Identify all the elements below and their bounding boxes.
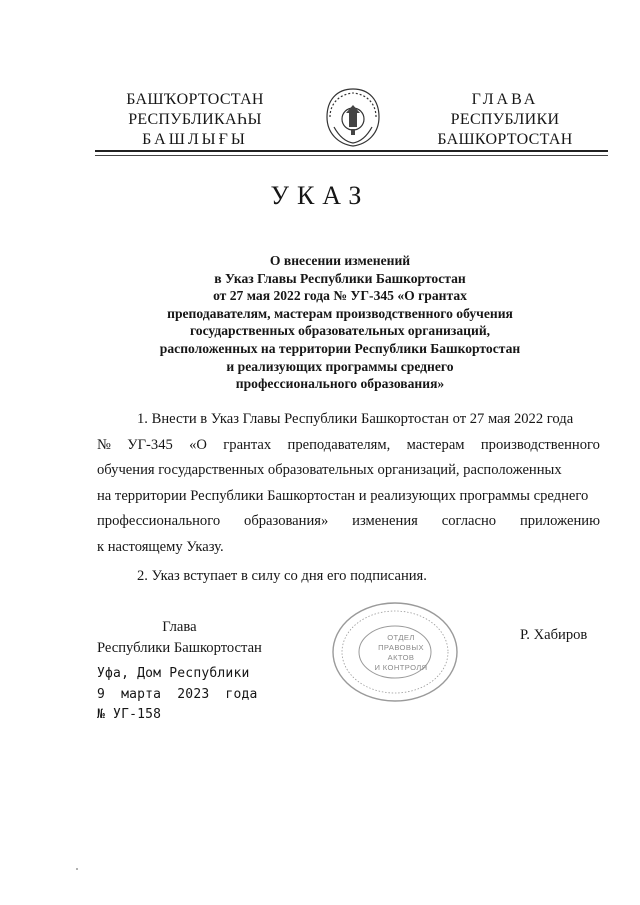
- header-right-block: [405, 90, 605, 150]
- paragraph-1-line-3: обучения государственных образовательных организаций, расположенных: [97, 462, 562, 479]
- subject-line: профессионального образования»: [235, 376, 445, 392]
- decree-body: [97, 407, 600, 589]
- stamp-line: ОТДЕЛ: [387, 633, 415, 642]
- body-word: согласно: [441, 513, 497, 530]
- subject-line: от 27 мая 2022 года № УГ-345 «О грантах: [213, 288, 467, 304]
- header-left-line-2: РЕСПУБЛИКАҺЫ: [128, 111, 262, 128]
- signatory-name: Р. Хабиров: [520, 627, 588, 643]
- subject-line: в Указ Главы Республики Башкортостан: [214, 270, 466, 286]
- paragraph-1-line-1: [97, 407, 600, 433]
- paragraph-2: 2. Указ вступает в силу со дня его подписания.: [137, 567, 427, 584]
- header-left-block: [95, 90, 295, 150]
- body-word: УГ-345: [127, 436, 173, 453]
- decree-number: № УГ-158: [97, 707, 162, 722]
- body-word: профессионального: [97, 513, 221, 530]
- coat-of-arms-emblem-icon: [316, 83, 390, 149]
- header-divider-thick: [95, 150, 608, 152]
- signatory-position-line-1: Глава: [162, 619, 197, 635]
- subject-line: преподавателям, мастерам производственного обучения: [167, 305, 513, 321]
- stamp-line: ПРАВОВЫХ АКТОВ: [378, 643, 424, 662]
- subject-line: государственных образовательных организаций,: [189, 323, 491, 339]
- signatory-position: [97, 617, 262, 659]
- paragraph-1-line-6: к настоящему Указу.: [97, 538, 224, 555]
- body-word: приложению: [519, 513, 600, 530]
- body-word: грантах: [223, 436, 272, 453]
- header-right-line-1: ГЛАВА: [471, 91, 539, 108]
- stamp-line: И КОНТРОЛЯ: [374, 663, 428, 672]
- paragraph-1-line-5: [97, 509, 600, 535]
- header-right-line-2: РЕСПУБЛИКИ: [450, 111, 560, 128]
- document-title: УКАЗ: [270, 181, 370, 210]
- paragraph-1-line-2: [97, 433, 600, 459]
- body-word: преподавателям,: [287, 436, 391, 453]
- header-divider-thin: [95, 155, 608, 156]
- body-word: «О: [189, 436, 207, 453]
- header-left-line-1: БАШҠОРТОСТАН: [126, 91, 264, 108]
- decree-subject: [130, 252, 550, 393]
- body-word: изменения: [352, 513, 418, 530]
- issue-place: Уфа, Дом Республики: [97, 666, 250, 681]
- paragraph-1-line-4: на территории Республики Башкортостан и реализующих программы среднего: [97, 487, 589, 504]
- stamp-text: [366, 633, 436, 673]
- scan-speck: [76, 868, 78, 870]
- header-left-line-3: БАШЛЫҒЫ: [142, 131, 248, 148]
- body-word: образования»: [244, 513, 329, 530]
- body-word: производственного: [480, 436, 600, 453]
- subject-line: расположенных на территории Республики Башкортостан: [159, 340, 521, 356]
- body-text: 1. Внести в Указ Главы Республики Башкортостан от 27 мая 2022 года: [137, 411, 574, 427]
- header-right-line-3: БАШКОРТОСТАН: [437, 131, 573, 148]
- issue-date: 9 марта 2023 года: [97, 686, 258, 702]
- body-word: мастерам: [406, 436, 465, 453]
- subject-line: О внесении изменений: [269, 253, 411, 268]
- issue-details: [97, 664, 258, 726]
- signatory-position-line-2: Республики Башкортостан: [97, 640, 262, 656]
- body-word: №: [97, 436, 111, 453]
- subject-line: и реализующих программы среднего: [226, 358, 454, 374]
